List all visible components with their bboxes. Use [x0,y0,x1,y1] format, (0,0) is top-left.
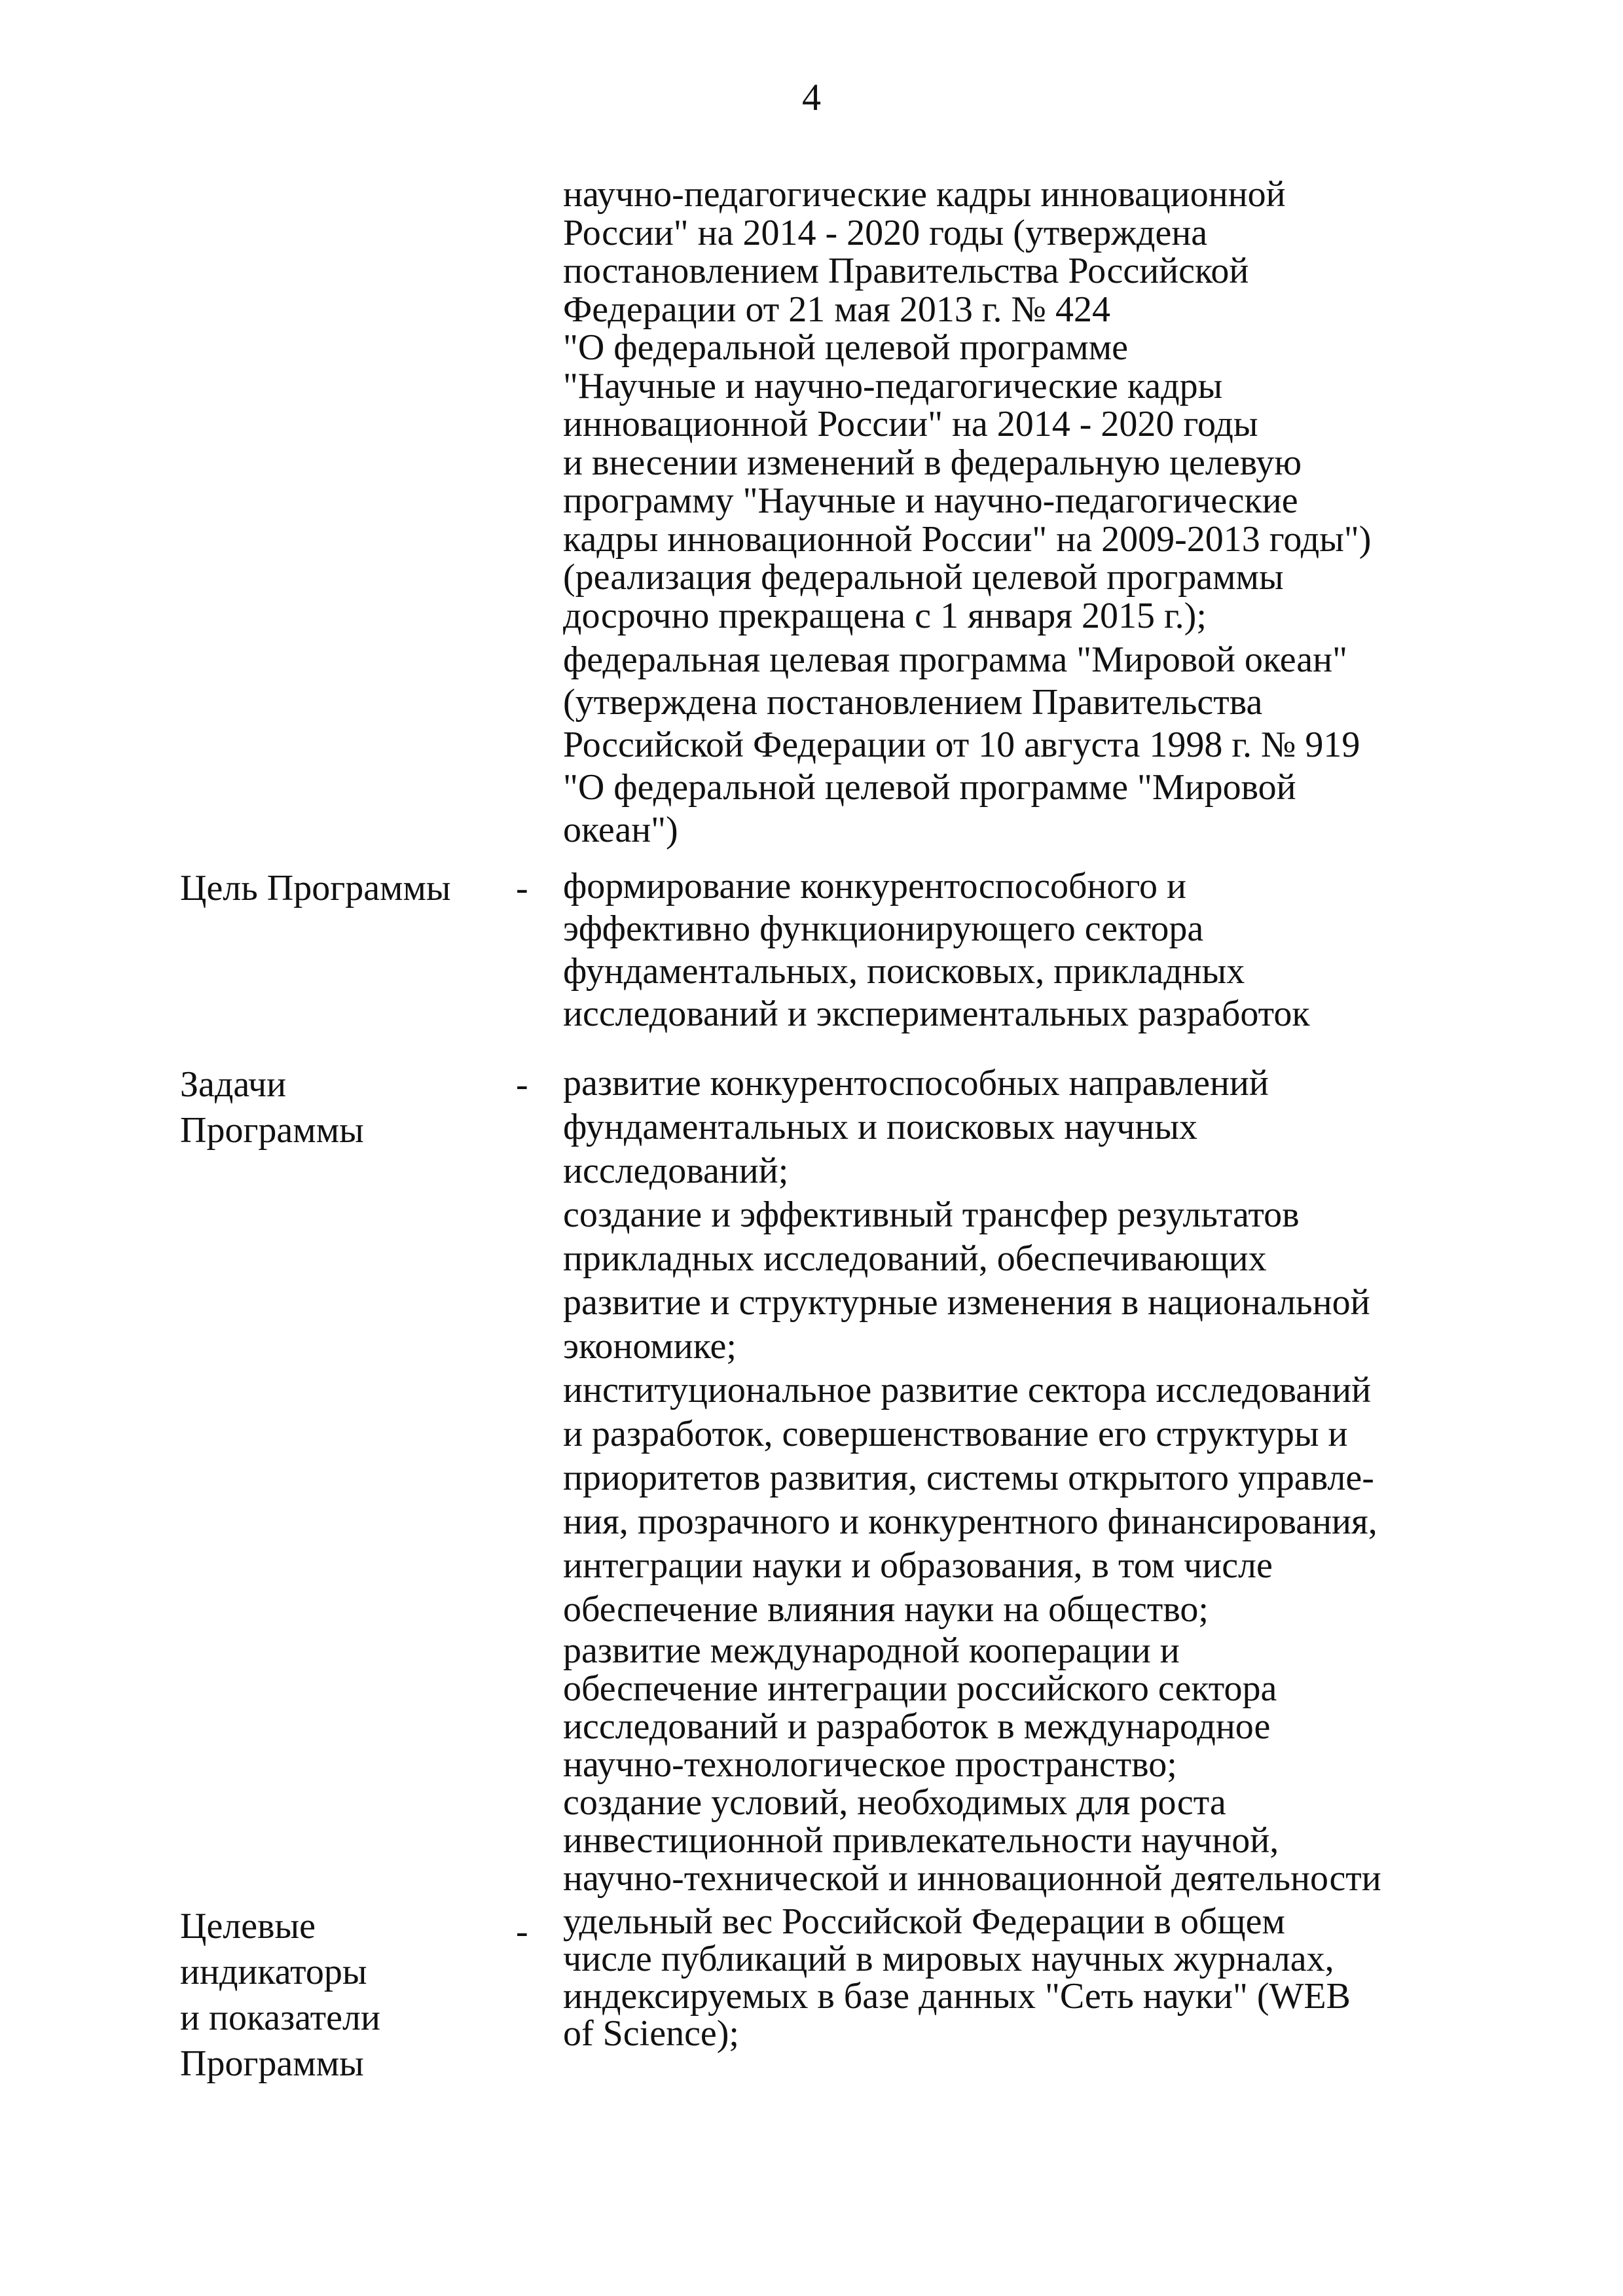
page-number: 4 [802,76,821,118]
text-line: досрочно прекращена с 1 января 2015 г.); [563,595,1207,636]
text-line: (реализация федеральной целевой программы [563,557,1284,598]
text-line: обеспечение влияния науки на общество; [563,1589,1209,1630]
goal-content [563,865,1493,1035]
text-line: формирование конкурентоспособного и [563,866,1186,906]
text-line: исследований и разработок в международное [563,1706,1271,1747]
indicators-paragraph [563,1903,1493,2053]
text-line: Российской Федерации от 10 августа 1998 г. № 919 [563,725,1360,765]
text-line: интеграции науки и образования, в том числе [563,1545,1273,1586]
text-line: of Science); [563,2013,739,2054]
tasks-paragraph-2 [563,1193,1493,1369]
text-line: постановлением Правительства Российской [563,251,1249,291]
text-line: ния, прозрачного и конкурентного финансирования, [563,1501,1377,1542]
tasks-paragraph-3 [563,1369,1493,1632]
text-line: программу "Научные и научно-педагогические [563,480,1298,521]
text-line: "О федеральной целевой программе [563,327,1128,368]
label-line: Целевые [180,1906,316,1946]
text-line: развитие конкурентоспособных направлений [563,1063,1269,1103]
text-line: индексируемых в базе данных "Сеть науки" (WEB [563,1976,1351,2017]
text-line: Федерации от 21 мая 2013 г. № 424 [563,289,1110,330]
text-line: исследований; [563,1151,789,1191]
text-line: удельный вес Российской Федерации в общем [563,1901,1285,1942]
text-line: кадры инновационной России" на 2009-2013 годы") [563,518,1372,560]
text-line: инновационной России" на 2014 - 2020 годы [563,404,1258,444]
tasks-paragraph-4 [563,1632,1493,1784]
text-line: обеспечение интеграции российского сектора [563,1668,1277,1709]
tasks-paragraph-1 [563,1062,1493,1193]
tasks-dash: - [516,1064,528,1105]
indicators-content [563,1903,1493,2053]
goal-paragraph [563,865,1493,1035]
text-line: инвестиционной привлекательности научной, [563,1820,1279,1861]
text-line: исследований и экспериментальных разработок [563,994,1310,1034]
text-line: "О федеральной целевой программе "Мировой [563,767,1296,808]
continuation-paragraph-1 [563,175,1493,635]
text-line: экономике; [563,1326,737,1367]
label-line: Программы [180,1110,364,1151]
tasks-content [563,1062,1493,1897]
text-line: научно-технической и инновационной деятельности [563,1858,1381,1899]
text-line: создание условий, необходимых для роста [563,1782,1226,1823]
label-line: индикаторы [180,1952,367,1992]
text-line: приоритетов развития, системы открытого управле- [563,1458,1374,1498]
text-line: (утверждена постановлением Правительства [563,682,1263,723]
text-line: и разработок, совершенствование его структуры и [563,1414,1348,1454]
indicators-label [180,1903,380,2087]
text-line: фундаментальных и поисковых научных [563,1107,1197,1147]
text-line: прикладных исследований, обеспечивающих [563,1238,1267,1279]
text-line: развитие и структурные изменения в национальной [563,1282,1370,1323]
tasks-label [180,1062,364,1153]
text-line: научно-педагогические кадры инновационной [563,174,1286,215]
continuation-content [563,175,1493,852]
tasks-paragraph-5 [563,1784,1493,1897]
label-line: и показатели [180,1998,380,2038]
text-line: развитие международной кооперации и [563,1630,1180,1671]
text-line: создание и эффективный трансфер результатов [563,1194,1300,1235]
text-line: и внесении изменений в федеральную целевую [563,442,1302,483]
text-line: научно-технологическое пространство; [563,1744,1177,1785]
text-line: фундаментальных, поисковых, прикладных [563,951,1245,992]
text-line: "Научные и научно-педагогические кадры [563,365,1223,406]
text-line: эффективно функционирующего сектора [563,908,1204,949]
indicators-dash: - [516,1911,528,1952]
label-line: Задачи [180,1064,287,1105]
label-line: Программы [180,2043,364,2084]
text-line: федеральная целевая программа "Мировой океан" [563,639,1347,680]
goal-label [180,865,451,911]
text-line: институциональное развитие сектора исследований [563,1370,1372,1410]
continuation-paragraph-2 [563,639,1493,852]
label-line: Цель Программы [180,868,451,908]
text-line: океан") [563,810,678,850]
text-line: России" на 2014 - 2020 годы (утверждена [563,212,1208,253]
text-line: числе публикаций в мировых научных журналах, [563,1939,1334,1979]
goal-dash: - [516,868,528,908]
